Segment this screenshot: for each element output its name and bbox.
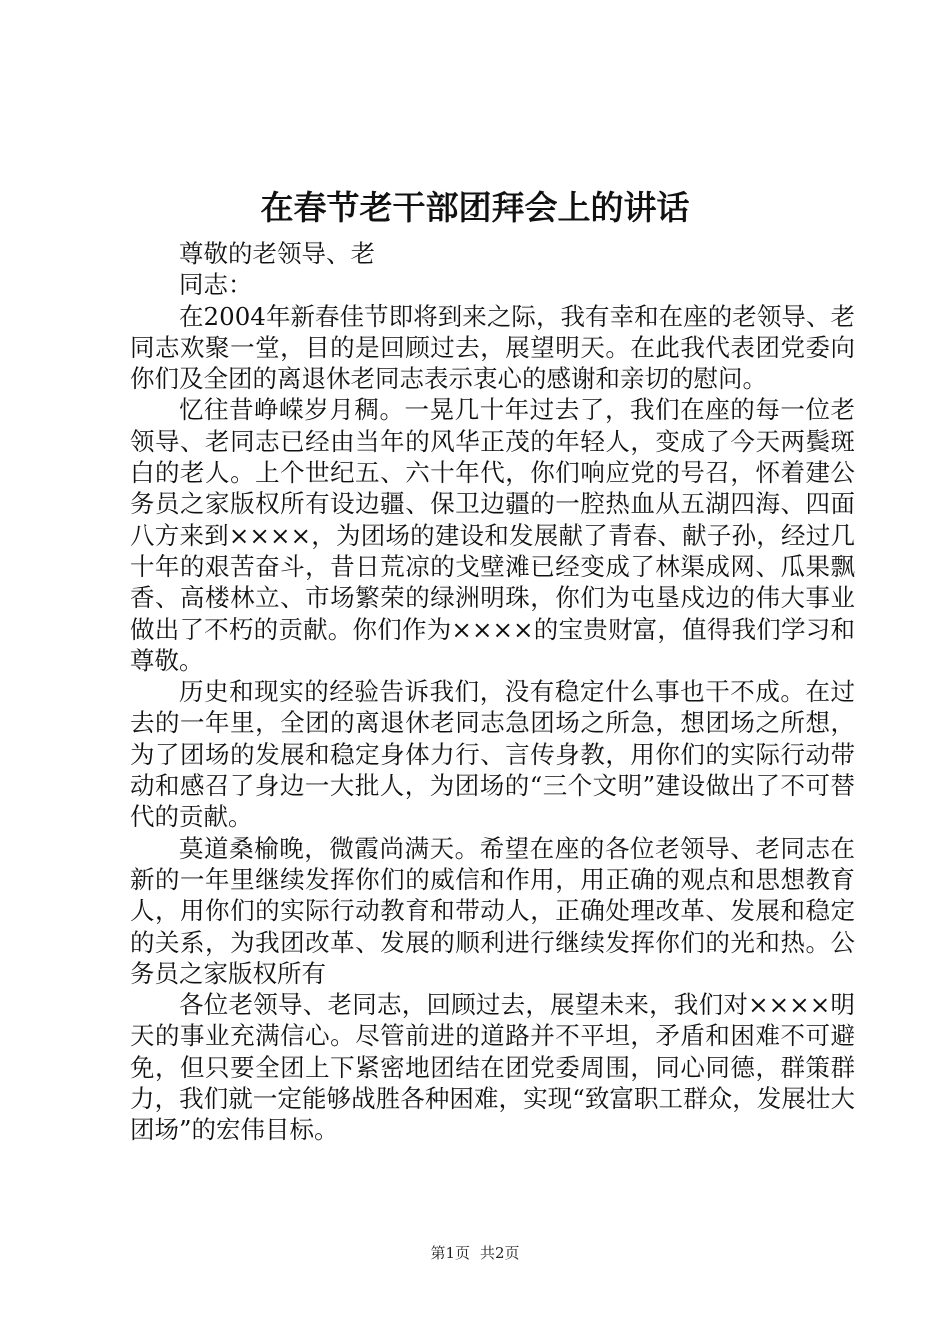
salutation-line: 尊敬的老领导、老 [179,239,375,268]
document-body [130,238,855,1146]
paragraph: 在2004年新春佳节即将到来之际，我有幸和在座的老领导、老同志欢聚一堂，目的是回顾过去，展望明天。在此我代表团党委向你们及全团的离退休老同志表示衷心的感谢和亲切的慰问。 [130,301,855,394]
paragraph: 各位老领导、老同志，回顾过去，展望未来，我们对××××明天的事业充满信心。尽管前进的道路并不平坦，矛盾和困难不可避免，但只要全团上下紧密地团结在团党委周围，同心同德，群策群力，我们就一定能够战胜各种困难，实现“致富职工群众，发展壮大团场”的宏伟目标。 [130,990,855,1145]
paragraph: 忆往昔峥嵘岁月稠。一晃几十年过去了，我们在座的每一位老领导、老同志已经由当年的风华正茂的年轻人，变成了今天两鬓斑白的老人。上个世纪五、六十年代，你们响应党的号召，怀着建公务员之家版权所有设边疆、保卫边疆的一腔热血从五湖四海、四面八方来到××××，为团场的建设和发展献了青春、献子孙，经过几十年的艰苦奋斗，昔日荒凉的戈壁滩已经变成了林渠成网、瓜果飘香、高楼林立、市场繁荣的绿洲明珠，你们为屯垦戍边的伟大事业做出了不朽的贡献。你们作为××××的宝贵财富，值得我们学习和尊敬。 [130,395,855,675]
page-total: 共2页 [480,1244,520,1262]
page-number: 第1页 [430,1244,470,1262]
page-footer [0,1243,950,1263]
paragraph: 历史和现实的经验告诉我们，没有稳定什么事也干不成。在过去的一年里，全团的离退休老同志急团场之所急，想团场之所想，为了团场的发展和稳定身体力行、言传身教，用你们的实际行动带动和感召了身边一大批人，为团场的“三个文明”建设做出了不可替代的贡献。 [130,677,855,832]
document-title: 在春节老干部团拜会上的讲话 [260,188,690,227]
paragraph: 莫道桑榆晚，微霞尚满天。希望在座的各位老领导、老同志在新的一年里继续发挥你们的威信和作用，用正确的观点和思想教育人，用你们的实际行动教育和带动人，正确处理改革、发展和稳定的关系，为我团改革、发展的顺利进行继续发挥你们的光和热。公务员之家版权所有 [130,833,855,988]
salutation-line: 同志： [179,270,253,300]
